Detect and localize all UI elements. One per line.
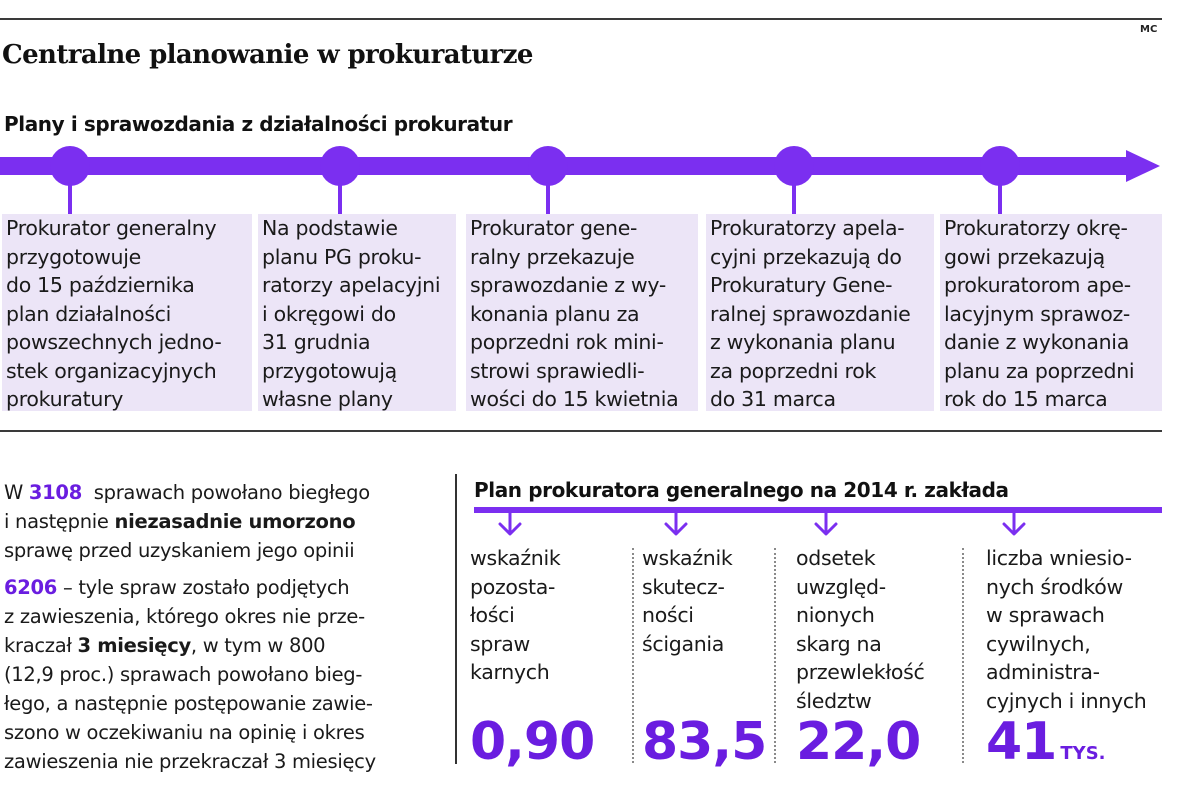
timeline-card-1: Prokurator generalny przygotowuje do 15 października plan działalności powszechnych jedno- stek organizacyjnych prokuratury: [2, 214, 252, 411]
chevron-down-icon: [1004, 511, 1024, 534]
indicator-divider-2: [774, 548, 776, 763]
stats-p2-bold: 3 miesięcy: [77, 634, 191, 657]
stats-p2-mid: – tyle spraw zostało podjętych z zawieszenia, którego okres nie prze- kraczał: [4, 576, 365, 657]
indicator-2-value: [642, 712, 766, 772]
indicator-divider-3: [962, 548, 964, 763]
stats-p1-number: 3108: [28, 481, 82, 504]
chevron-down-icon: [666, 511, 686, 534]
indicator-3-number: 22,0: [796, 712, 921, 772]
stats-p1-bold: niezasadnie umorzono: [114, 510, 356, 533]
timeline-card-5: Prokuratorzy okrę- gowi przekazują prokuratorom ape- lacyjnym sprawoz- danie z wykonania planu za poprzedni rok do 15 marca: [940, 214, 1162, 411]
plan-title: Plan prokuratora generalnego na 2014 r. zakłada: [474, 478, 1009, 502]
stats-paragraph-1: [4, 478, 444, 565]
plan-arrows: [470, 507, 1170, 547]
stats-paragraph-2: [4, 573, 444, 776]
top-rule: [0, 18, 1162, 20]
indicator-4-number: 41: [986, 712, 1057, 772]
indicator-4-value: [986, 712, 1106, 784]
timeline-node-1: [50, 146, 90, 216]
column-divider: [455, 474, 457, 764]
timeline-node-4: [774, 146, 814, 216]
timeline-node-2: [320, 146, 360, 216]
stats-p1-mid: sprawach powołano biegłego i następnie: [4, 481, 370, 533]
stats-p2-number: 6206: [4, 576, 58, 599]
indicator-4-unit: TYS.: [1060, 743, 1106, 764]
timeline-arrowhead: [1126, 150, 1160, 182]
indicator-1-label: wskaźnik pozosta- łości spraw karnych: [470, 546, 561, 684]
indicator-2-label: wskaźnik skutecz- ności ścigania: [642, 546, 733, 656]
stats-p2-post: , w tym w 800 (12,9 proc.) sprawach powołano bieg- łego, a następnie postępowanie zawie- szono w oczekiwaniu na opinię i okres zawieszenia nie przekraczał 3 miesięcy: [4, 634, 376, 773]
indicator-2-number: 83,5: [642, 712, 767, 772]
stats-p1-pre: W: [4, 481, 29, 504]
indicator-3-value: [796, 712, 920, 772]
timeline-node-3: [528, 146, 568, 216]
timeline-card-2: Na podstawie planu PG proku- ratorzy apelacyjni i okręgowi do 31 grudnia przygotowują własne plany: [258, 214, 456, 411]
indicator-1-number: 0,90: [470, 712, 595, 772]
indicator-4-label: liczba wniesio- nych środków w sprawach cywilnych, administra- cyjnych i innych: [986, 546, 1147, 713]
infographic-title: Centralne planowanie w prokuraturze: [2, 40, 533, 70]
timeline-arrow: [0, 140, 1200, 220]
timeline-card-4: Prokuratorzy apela- cyjni przekazują do Prokuratury Gene- ralnej sprawozdanie z wykonania planu za poprzedni rok do 31 marca: [706, 214, 934, 411]
chevron-down-icon: [816, 511, 836, 534]
timeline-card-3: Prokurator gene- ralny przekazuje sprawozdanie z wy- konania planu za poprzedni rok mini- strowi sprawiedli- wości do 15 kwietnia: [466, 214, 698, 411]
timeline-subtitle: Plany i sprawozdania z działalności prokuratur: [4, 112, 513, 136]
section-rule: [0, 430, 1162, 432]
author-credit: MC: [1140, 24, 1158, 35]
stats-p1-post: sprawę przed uzyskaniem jego opinii: [4, 539, 355, 562]
timeline-node-5: [980, 146, 1020, 216]
chevron-down-icon: [500, 511, 520, 534]
indicator-divider-1: [632, 548, 634, 763]
stats-text: [4, 478, 444, 776]
indicator-1-value: [470, 712, 594, 772]
indicator-3-label: odsetek uwzględ- nionych skarg na przewlekłość śledztw: [796, 546, 925, 713]
